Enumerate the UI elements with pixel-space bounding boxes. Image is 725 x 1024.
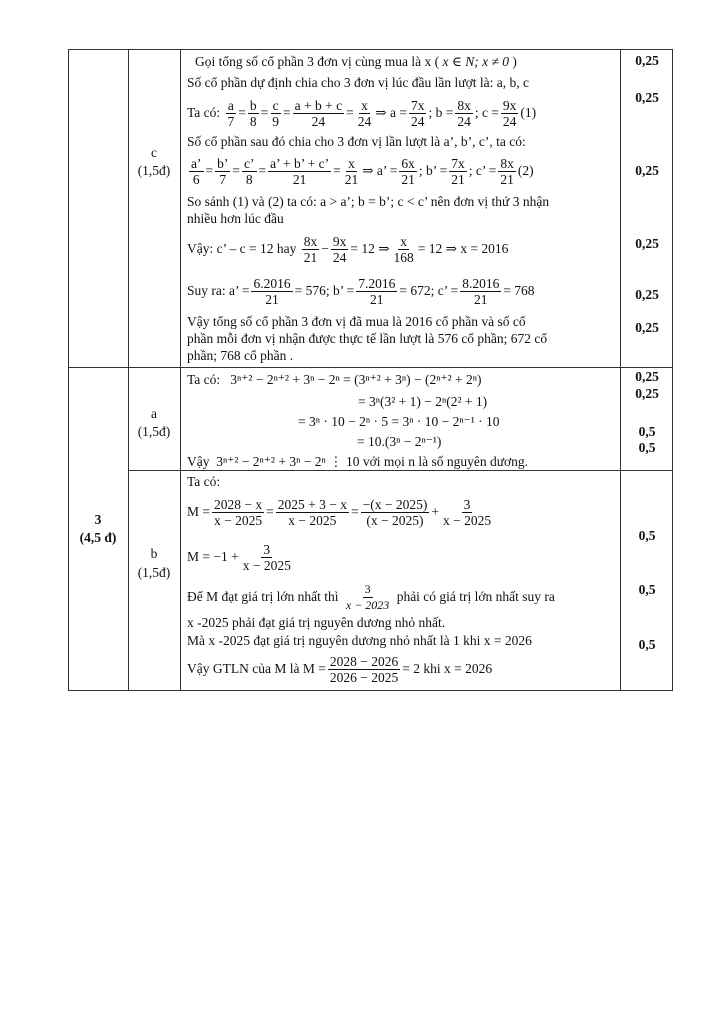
table-row-divider-2c-3	[68, 367, 673, 368]
intro-line: Gọi tổng số cổ phần 3 đơn vị cùng mua là x ( x ∈ N; x ≠ 0 )	[195, 54, 517, 69]
3b-taco: Ta có:	[187, 474, 221, 489]
3b-equation-m2: M = −1 + $\frac{3}{x - 2025}$	[187, 541, 291, 573]
score: 0,5	[638, 424, 656, 439]
part-label: b	[150, 546, 158, 561]
3b-ma-line: Mà x -2025 đạt giá trị nguyên dương nhỏ nhất là 1 khi x = 2026	[187, 633, 532, 648]
score: 0,5	[638, 582, 656, 597]
table-column-divider-3	[620, 49, 621, 690]
equation-vay: Vậy: c’ – c = 12 hay $\frac{8x}{21}$ − $\frac{9x}{24}$ = 12 ⇒ $\frac{x}{168}$ = 12 ⇒ x = 2016	[187, 233, 509, 265]
score: 0,25	[635, 53, 659, 68]
part-label: a	[151, 406, 157, 421]
3a-line-1: Ta có: 3ⁿ⁺² − 2ⁿ⁺² + 3ⁿ − 2ⁿ = (3ⁿ⁺² + 3ⁿ) − (2ⁿ⁺² + 2ⁿ)	[187, 372, 482, 387]
3b-condition-line: x -2025 phải đạt giá trị nguyên dương nhỏ nhất.	[187, 615, 446, 630]
part-points: (1,5đ)	[137, 163, 171, 178]
compare-line-2: nhiều hơn lúc đầu	[187, 211, 284, 226]
score: 0,25	[635, 163, 659, 178]
equation-2: $\frac{a’}{6}$ = $\frac{b’}{7}$ = $\frac{c’}{8}$ = $\frac{a’ + b’ + c’}{21}$ = $\frac{x}{21}$ ⇒ a’ = $\frac{6x}{21}$ ; b’ = $\frac{7x}{21}$ ; c’ = $\frac{8x}{21}$ (2)	[191, 155, 534, 187]
score: 0,5	[638, 440, 656, 455]
3b-equation-m: M = $\frac{2028 - x}{x - 2025}$ = $\frac{2025 + 3 - x}{x - 2025}$ = $\frac{-(x - 2025)}{(x - 2025)}$ + $\frac{3}{x - 2025}$	[187, 496, 492, 528]
score: 0,25	[635, 320, 659, 335]
question-points: (4,5 đ)	[79, 530, 117, 545]
table-row-divider-3a-3b	[128, 470, 673, 471]
table-border-bottom	[68, 690, 673, 691]
plan-line: Số cổ phần dự định chia cho 3 đơn vị lúc đầu lần lượt là: a, b, c	[187, 75, 529, 90]
table-border-right	[672, 49, 673, 690]
score: 0,25	[635, 287, 659, 302]
final-line-1: Vậy tổng số cổ phần 3 đơn vị đã mua là 2016 cổ phần và số cổ	[187, 314, 526, 329]
score: 0,25	[635, 386, 659, 401]
question-number: 3	[94, 512, 102, 527]
compare-line-1: So sánh (1) và (2) ta có: a > a’; b = b’; c < c’ nên đơn vị thứ 3 nhận	[187, 194, 550, 209]
score: 0,5	[638, 528, 656, 543]
3a-line-2: = 3ⁿ(3² + 1) − 2ⁿ(2² + 1)	[358, 394, 488, 409]
table-column-divider-2	[180, 49, 181, 690]
part-points: (1,5đ)	[137, 424, 171, 439]
table-border-left	[68, 49, 69, 690]
3a-line-3: = 3ⁿ · 10 − 2ⁿ · 5 = 3ⁿ · 10 − 2ⁿ⁻¹ · 10	[298, 414, 500, 429]
3b-max-line: Để M đạt giá trị lớn nhất thì $\frac{3}{x - 2023}$ phải có giá trị lớn nhất suy ra	[187, 581, 555, 612]
part-label: c	[151, 145, 157, 160]
3a-conclusion: Vậy 3ⁿ⁺² − 2ⁿ⁺² + 3ⁿ − 2ⁿ ⋮ 10 với mọi n là số nguyên dương.	[187, 454, 529, 469]
part-points: (1,5đ)	[137, 565, 171, 580]
final-line-2: phần mỗi đơn vị nhận được thực tế lần lượt là 576 cổ phần; 672 cổ	[187, 331, 548, 346]
3b-gtln-line: Vậy GTLN của M là M = $\frac{2028 - 2026}{2026 - 2025}$ = 2 khi x = 2026	[187, 653, 493, 685]
score: 0,25	[635, 236, 659, 251]
score: 0,25	[635, 369, 659, 384]
3a-line-4: = 10.(3ⁿ − 2ⁿ⁻¹)	[357, 434, 442, 449]
table-border-top	[68, 49, 673, 50]
final-line-3: phần; 768 cổ phần .	[187, 348, 294, 363]
after-line: Số cổ phần sau đó chia cho 3 đơn vị lần lượt là a’, b’, c’, ta có:	[187, 134, 526, 149]
equation-suyra: Suy ra: a’ = $\frac{6.2016}{21}$ = 576; b’ = $\frac{7.2016}{21}$ = 672; c’ = $\frac{8.2016}{21}$ = 768	[187, 275, 535, 307]
equation-1: Ta có: $\frac{a}{7}$ = $\frac{b}{8}$ = $\frac{c}{9}$ = $\frac{a + b + c}{24}$ = $\frac{x}{24}$ ⇒ a = $\frac{7x}{24}$ ; b = $\frac{8x}{24}$ ; c = $\frac{9x}{24}$ (1)	[187, 97, 537, 129]
score: 0,5	[638, 637, 656, 652]
score: 0,25	[635, 90, 659, 105]
